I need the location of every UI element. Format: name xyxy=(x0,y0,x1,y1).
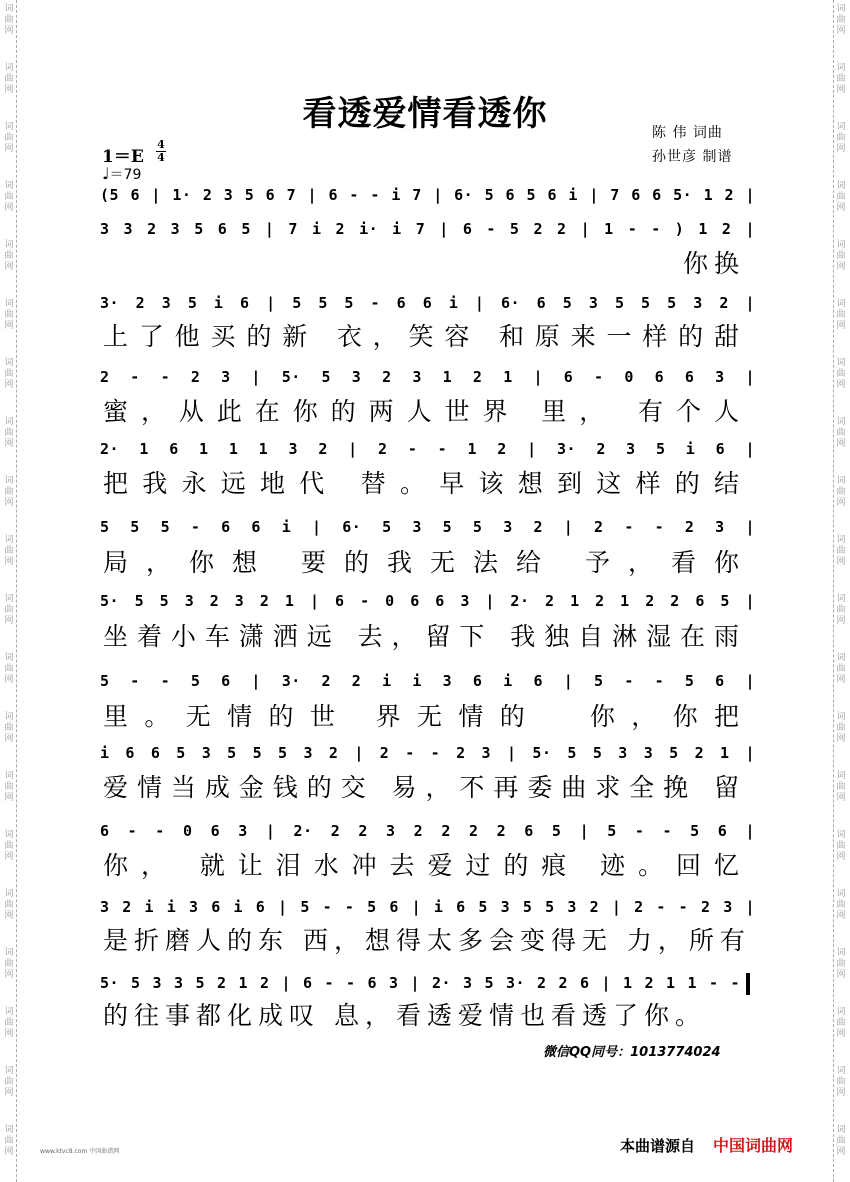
watermark-group xyxy=(834,944,848,1003)
watermark-char: 曲 xyxy=(4,192,14,202)
watermark-char: 曲 xyxy=(836,192,846,202)
intro-line-2: 3 3 2 3 5 6 5 | 7 i 2 i· i 7 | 6 - 5 2 2 | 1 - - ) 1 2 | xyxy=(100,220,755,238)
watermark-char: 网 xyxy=(836,26,846,36)
watermark-group xyxy=(834,295,848,354)
watermark-char: 网 xyxy=(836,675,846,685)
watermark-char: 词 xyxy=(836,122,846,132)
watermark-char: 词 xyxy=(836,358,846,368)
watermark-char: 曲 xyxy=(836,1018,846,1028)
watermark-char: 曲 xyxy=(836,369,846,379)
watermark-group xyxy=(2,295,16,354)
watermark-char: 词 xyxy=(836,948,846,958)
watermark-group xyxy=(2,944,16,1003)
watermark-char: 曲 xyxy=(4,841,14,851)
watermark-char: 词 xyxy=(4,417,14,427)
intro-line-1: (5 6 | 1· 2 3 5 6 7 | 6 - - i 7 | 6· 5 6 5 6 i | 7 6 6 5· 1 2 | xyxy=(100,186,755,204)
source-label: 本曲谱源自 xyxy=(620,1137,696,1155)
lyric-line: 爱情当成金钱的交 易，不再委曲求全挽 留 xyxy=(103,773,745,802)
watermark-char: 词 xyxy=(836,1066,846,1076)
watermark-char: 网 xyxy=(836,380,846,390)
watermark-char: 曲 xyxy=(4,1018,14,1028)
notation-line: 2· 1 6 1 1 1 3 2 | 2 - - 1 2 | 3· 2 3 5 i 6 | xyxy=(100,440,755,458)
watermark-char: 曲 xyxy=(836,487,846,497)
watermark-char: 词 xyxy=(4,712,14,722)
watermark-char: 词 xyxy=(4,1007,14,1017)
watermark-char: 曲 xyxy=(836,841,846,851)
watermark-group xyxy=(2,413,16,472)
watermark-group xyxy=(2,649,16,708)
watermark-char: 曲 xyxy=(4,487,14,497)
watermark-char: 网 xyxy=(4,793,14,803)
watermark-char: 网 xyxy=(836,970,846,980)
watermark-char: 曲 xyxy=(836,1136,846,1146)
watermark-group xyxy=(834,354,848,413)
watermark-group xyxy=(834,177,848,236)
watermark-group xyxy=(834,590,848,649)
notation-line: 3· 2 3 5 i 6 | 5 5 5 - 6 6 i | 6· 6 5 3 5 5 5 3 2 | xyxy=(100,294,755,312)
right-watermark-strip xyxy=(833,0,848,1182)
watermark-group xyxy=(834,413,848,472)
watermark-group xyxy=(834,236,848,295)
watermark-char: 网 xyxy=(4,970,14,980)
watermark-char: 网 xyxy=(4,675,14,685)
watermark-char: 曲 xyxy=(4,664,14,674)
watermark-group xyxy=(834,1003,848,1062)
source-footer xyxy=(620,1133,793,1156)
watermark-char: 曲 xyxy=(836,605,846,615)
watermark-char: 曲 xyxy=(4,310,14,320)
watermark-char: 网 xyxy=(4,203,14,213)
watermark-char: 网 xyxy=(4,439,14,449)
watermark-char: 词 xyxy=(4,299,14,309)
lyric-line: 上了他买的新 衣，笑容 和原来一样的甜 xyxy=(103,322,745,351)
watermark-group xyxy=(2,0,16,59)
watermark-group xyxy=(834,0,848,59)
watermark-char: 词 xyxy=(836,417,846,427)
watermark-char: 网 xyxy=(836,1088,846,1098)
watermark-group xyxy=(2,767,16,826)
watermark-char: 词 xyxy=(4,653,14,663)
tempo-marking xyxy=(102,164,141,184)
lyric-line: 你换 xyxy=(682,249,745,278)
watermark-char: 网 xyxy=(4,26,14,36)
small-footer-text: www.ktvc8.com 中国曲谱网 xyxy=(40,1148,120,1155)
watermark-char: 曲 xyxy=(4,251,14,261)
watermark-char: 网 xyxy=(836,852,846,862)
notation-line: 3 2 i i 3 6 i 6 | 5 - - 5 6 | i 6 5 3 5 5 3 2 | 2 - - 2 3 | xyxy=(100,898,755,916)
watermark-group xyxy=(2,177,16,236)
watermark-char: 网 xyxy=(4,616,14,626)
lyric-line: 里。无情的世 界无情的 你，你把 xyxy=(103,702,745,731)
watermark-char: 曲 xyxy=(836,310,846,320)
watermark-char: 网 xyxy=(836,439,846,449)
watermark-char: 词 xyxy=(4,771,14,781)
watermark-char: 曲 xyxy=(4,723,14,733)
watermark-char: 曲 xyxy=(4,1077,14,1087)
watermark-char: 曲 xyxy=(4,369,14,379)
time-signature-top: 4 xyxy=(157,138,165,151)
watermark-char: 词 xyxy=(836,181,846,191)
watermark-char: 词 xyxy=(836,240,846,250)
brand-name: 中国词曲网 xyxy=(713,1136,794,1155)
watermark-group xyxy=(834,1062,848,1121)
watermark-char: 网 xyxy=(836,616,846,626)
watermark-char: 词 xyxy=(4,122,14,132)
time-signature xyxy=(156,140,166,163)
watermark-char: 网 xyxy=(836,557,846,567)
watermark-char: 网 xyxy=(836,734,846,744)
watermark-char: 曲 xyxy=(836,723,846,733)
watermark-char: 网 xyxy=(4,911,14,921)
notation-line: 2 - - 2 3 | 5· 5 3 2 3 1 2 1 | 6 - 0 6 6 3 | xyxy=(100,368,755,386)
watermark-char: 词 xyxy=(4,4,14,14)
watermark-char: 网 xyxy=(4,498,14,508)
watermark-group xyxy=(2,885,16,944)
watermark-char: 网 xyxy=(836,911,846,921)
watermark-char: 曲 xyxy=(836,959,846,969)
watermark-group xyxy=(2,354,16,413)
lyric-line: 局，你想 要的我无法给 予，看你 xyxy=(103,548,745,577)
watermark-char: 词 xyxy=(4,1125,14,1135)
watermark-char: 网 xyxy=(836,1029,846,1039)
watermark-char: 网 xyxy=(4,557,14,567)
watermark-char: 词 xyxy=(836,4,846,14)
tempo-value: ＝79 xyxy=(109,167,142,183)
watermark-group xyxy=(834,472,848,531)
watermark-char: 曲 xyxy=(4,900,14,910)
watermark-char: 曲 xyxy=(836,133,846,143)
final-barline xyxy=(746,973,750,995)
watermark-char: 网 xyxy=(836,85,846,95)
lyric-line: 蜜，从此在你的两人世界 里， 有个人 xyxy=(103,397,745,426)
watermark-group xyxy=(2,826,16,885)
wechat-qq-contact: 微信QQ同号：1013774024 xyxy=(543,1045,721,1060)
watermark-char: 曲 xyxy=(4,74,14,84)
watermark-char: 曲 xyxy=(4,15,14,25)
watermark-group xyxy=(834,826,848,885)
watermark-char: 词 xyxy=(836,889,846,899)
watermark-group xyxy=(2,590,16,649)
watermark-group xyxy=(834,531,848,590)
watermark-char: 曲 xyxy=(4,546,14,556)
watermark-char: 曲 xyxy=(836,428,846,438)
watermark-char: 网 xyxy=(4,1147,14,1157)
watermark-char: 词 xyxy=(4,240,14,250)
watermark-char: 词 xyxy=(4,181,14,191)
notation-line: 5· 5 5 3 2 3 2 1 | 6 - 0 6 6 3 | 2· 2 1 2 1 2 2 6 5 | xyxy=(100,592,755,610)
song-title: 看透爱情看透你 xyxy=(302,94,548,134)
watermark-char: 曲 xyxy=(4,605,14,615)
watermark-char: 词 xyxy=(836,1125,846,1135)
watermark-char: 网 xyxy=(836,203,846,213)
watermark-char: 词 xyxy=(836,771,846,781)
notation-line: 5 5 5 - 6 6 i | 6· 5 3 5 5 3 2 | 2 - - 2 3 | xyxy=(100,518,755,536)
watermark-char: 网 xyxy=(4,321,14,331)
watermark-char: 网 xyxy=(4,380,14,390)
watermark-group xyxy=(834,708,848,767)
watermark-char: 词 xyxy=(4,830,14,840)
watermark-char: 词 xyxy=(836,535,846,545)
watermark-char: 曲 xyxy=(4,959,14,969)
notation-line: 5· 5 3 3 5 2 1 2 | 6 - - 6 3 | 2· 3 5 3· 2 2 6 | 1 2 1 1 - - xyxy=(100,974,740,992)
lyric-line: 的往事都化成叹 息，看透爱情也看透了你。 xyxy=(103,1001,706,1030)
notation-line: i 6 6 5 3 5 5 5 3 2 | 2 - - 2 3 | 5· 5 5 3 3 5 2 1 | xyxy=(100,744,755,762)
lyric-line: 你， 就让泪水冲去爱过的痕 迹。回忆 xyxy=(103,851,745,880)
watermark-group xyxy=(2,531,16,590)
watermark-char: 词 xyxy=(4,594,14,604)
watermark-char: 词 xyxy=(836,712,846,722)
left-watermark-strip xyxy=(2,0,17,1182)
watermark-char: 网 xyxy=(836,262,846,272)
watermark-group xyxy=(2,708,16,767)
watermark-char: 词 xyxy=(4,948,14,958)
watermark-char: 网 xyxy=(836,498,846,508)
watermark-char: 网 xyxy=(4,734,14,744)
watermark-char: 曲 xyxy=(836,782,846,792)
watermark-group xyxy=(2,1003,16,1062)
arranger-credit: 孙世彦 制谱 xyxy=(652,149,733,165)
watermark-group xyxy=(834,649,848,708)
watermark-group xyxy=(2,1062,16,1121)
watermark-char: 曲 xyxy=(4,133,14,143)
watermark-char: 曲 xyxy=(4,782,14,792)
watermark-char: 网 xyxy=(836,1147,846,1157)
watermark-char: 词 xyxy=(4,1066,14,1076)
watermark-char: 词 xyxy=(836,653,846,663)
watermark-group xyxy=(2,1121,16,1180)
watermark-char: 曲 xyxy=(836,900,846,910)
watermark-char: 网 xyxy=(4,1029,14,1039)
watermark-char: 词 xyxy=(4,535,14,545)
watermark-char: 词 xyxy=(836,1007,846,1017)
lyric-line: 坐着小车潇洒远 去，留下 我独自淋湿在雨 xyxy=(103,622,745,651)
watermark-group xyxy=(834,1121,848,1180)
watermark-char: 词 xyxy=(836,830,846,840)
watermark-char: 网 xyxy=(4,85,14,95)
time-signature-bottom: 4 xyxy=(157,151,165,164)
watermark-char: 网 xyxy=(836,321,846,331)
watermark-char: 词 xyxy=(836,594,846,604)
key-signature: 1＝E xyxy=(102,147,144,167)
quarter-note-icon: ♩ xyxy=(102,164,110,183)
watermark-char: 曲 xyxy=(836,251,846,261)
watermark-char: 曲 xyxy=(836,1077,846,1087)
watermark-char: 词 xyxy=(836,476,846,486)
watermark-char: 词 xyxy=(836,63,846,73)
watermark-group xyxy=(834,767,848,826)
watermark-char: 词 xyxy=(836,299,846,309)
lyric-line: 是折磨人的东 西，想得太多会变得无 力，所有 xyxy=(103,926,751,955)
lyric-line: 把我永远地代 替。早该想到这样的结 xyxy=(103,469,745,498)
watermark-char: 网 xyxy=(4,1088,14,1098)
lyricist-composer-credit: 陈 伟 词曲 xyxy=(652,125,723,141)
watermark-char: 曲 xyxy=(836,546,846,556)
watermark-char: 曲 xyxy=(4,428,14,438)
watermark-char: 网 xyxy=(836,793,846,803)
watermark-char: 词 xyxy=(4,358,14,368)
watermark-char: 网 xyxy=(4,852,14,862)
watermark-char: 曲 xyxy=(4,1136,14,1146)
watermark-group xyxy=(2,236,16,295)
watermark-char: 网 xyxy=(4,262,14,272)
watermark-group xyxy=(834,885,848,944)
watermark-char: 曲 xyxy=(836,664,846,674)
watermark-char: 词 xyxy=(4,63,14,73)
watermark-char: 网 xyxy=(4,144,14,154)
notation-line: 6 - - 0 6 3 | 2· 2 2 3 2 2 2 2 6 5 | 5 - - 5 6 | xyxy=(100,822,755,840)
watermark-char: 网 xyxy=(836,144,846,154)
watermark-char: 词 xyxy=(4,889,14,899)
watermark-char: 曲 xyxy=(836,74,846,84)
watermark-char: 词 xyxy=(4,476,14,486)
watermark-group xyxy=(2,472,16,531)
watermark-char: 曲 xyxy=(836,15,846,25)
notation-line: 5 - - 5 6 | 3· 2 2 i i 3 6 i 6 | 5 - - 5 6 | xyxy=(100,672,755,690)
